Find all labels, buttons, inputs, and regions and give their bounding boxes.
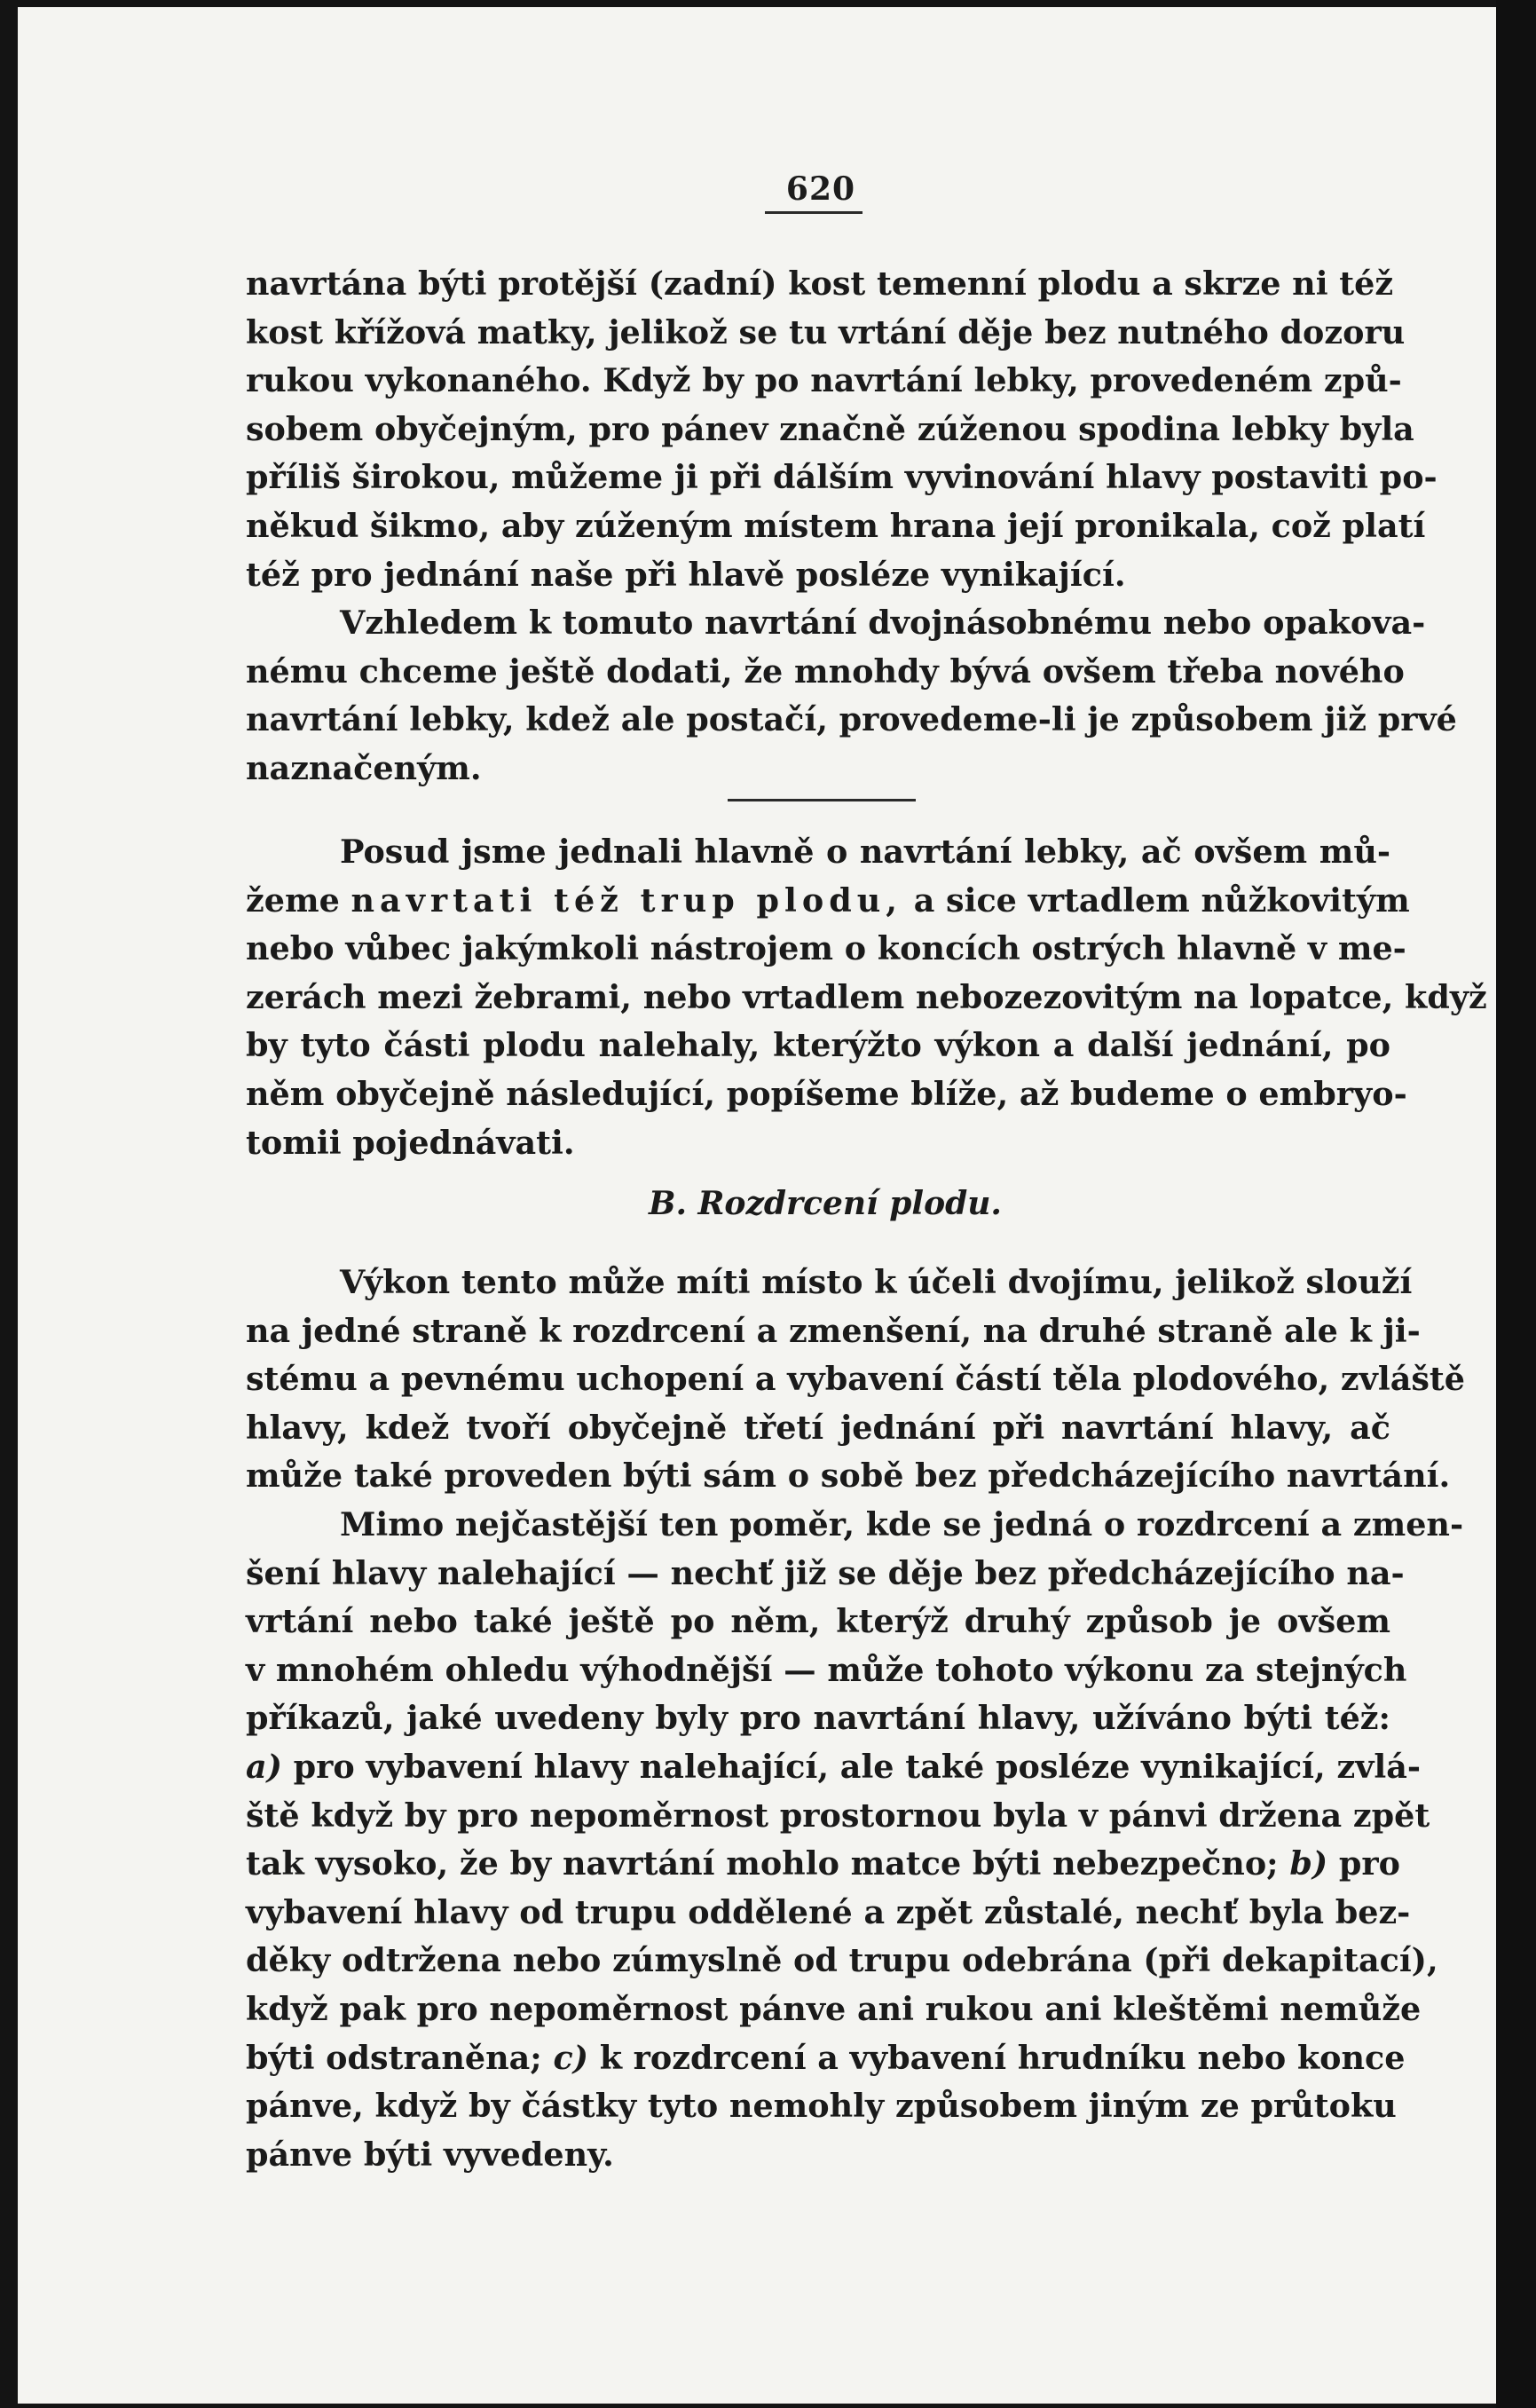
text-span: tak vysoko, že by navrtání mohlo matce býti nebezpečno; <box>246 1844 1279 1883</box>
text-line: na jedné straně k rozdrcení a zmenšení, na druhé straně ale k ji- <box>246 1311 1421 1350</box>
text-line: naznačeným. <box>246 748 482 787</box>
text-line <box>246 2034 1406 2083</box>
section-heading: B. Rozdrcení plodu. <box>649 1185 1002 1222</box>
text-line: zerách mezi žebrami, nebo vrtadlem nebozezovitým na lopatce, když <box>246 977 1487 1016</box>
text-span: pro vybavení hlavy nalehající, ale také posléze vynikající, zvlá- <box>293 1747 1422 1786</box>
paragraph-1 <box>246 260 1438 599</box>
paragraph-3 <box>246 828 1487 1167</box>
list-marker: c) <box>553 2038 588 2077</box>
text-line: též pro jednání naše při hlavě posléze vynikající. <box>246 555 1126 594</box>
text-line: šení hlavy nalehající — nechť již se děje bez předcházejícího na- <box>246 1553 1405 1592</box>
section-divider <box>728 799 916 801</box>
text-line: sobem obyčejným, pro pánev značně zúženou spodina lebky byla <box>246 409 1414 448</box>
text-line: příliš širokou, můžeme ji při dálším vyvinování hlavy postaviti po- <box>246 458 1438 497</box>
page-number: 620 <box>785 170 856 208</box>
text-line: Vzhledem k tomuto navrtání dvojnásobnému nebo opakova- <box>340 604 1426 642</box>
text-span: žeme <box>246 880 340 920</box>
text-line: rukou vykonaného. Když by po navrtání lebky, provedeném způ- <box>246 361 1402 400</box>
text-line <box>246 1840 1400 1889</box>
text-line: něm obyčejně následující, popíšeme blíže, až budeme o embryo- <box>246 1074 1407 1113</box>
text-span: k rozdrcení a vybavení hrudníku nebo konce <box>599 2038 1406 2077</box>
text-line: děky odtržena nebo zúmyslně od trupu odebrána (při dekapitací), <box>246 1941 1438 1980</box>
text-span: pro <box>1338 1844 1400 1883</box>
text-span: a sice vrtadlem nůžkovitým <box>913 880 1410 920</box>
text-line: vrtání nebo také ještě po něm, kterýž druhý způsob je ovšem <box>246 1602 1390 1641</box>
paragraph-2 <box>246 599 1457 793</box>
text-line: příkazů, jaké uvedeny byly pro navrtání hlavy, užíváno býti též: <box>246 1699 1390 1738</box>
text-line: stému a pevnému uchopení a vybavení částí těla plodového, zvláště <box>246 1360 1465 1399</box>
text-line: tomii pojednávati. <box>246 1123 575 1162</box>
text-line: Posud jsme jednali hlavně o navrtání lebky, ač ovšem mů- <box>340 833 1390 871</box>
text-line: kost křížová matky, jelikož se tu vrtání děje bez nutného dozoru <box>246 312 1406 351</box>
text-span: býti odstraněna; <box>246 2038 542 2077</box>
text-line: by tyto části plodu nalehaly, kterýžto výkon a další jednání, po <box>246 1026 1390 1065</box>
text-line: může také proveden býti sám o sobě bez předcházejícího navrtání. <box>246 1457 1451 1496</box>
emphasized-text: navrtati též trup plodu, <box>351 880 902 920</box>
text-line: navrtání lebky, kdež ale postačí, provedeme-li je způsobem již prvé <box>246 700 1457 739</box>
paragraph-4 <box>246 1259 1465 1501</box>
paragraph-5 <box>246 1501 1464 2179</box>
text-line: navrtána býti protější (zadní) kost temenní plodu a skrze ni též <box>246 264 1394 303</box>
text-line: Výkon tento může míti místo k účeli dvojímu, jelikož slouží <box>340 1263 1413 1301</box>
text-line <box>246 1743 1422 1792</box>
text-line: pánve, když by částky tyto nemohly způsobem jiným ze průtoku <box>246 2087 1397 2126</box>
text-line: nému chceme ještě dodati, že mnohdy bývá ovšem třeba nového <box>246 651 1405 691</box>
text-line: ště když by pro nepoměrnost prostornou byla v pánvi držena zpět <box>246 1796 1430 1835</box>
text-line: nebo vůbec jakýmkoli nástrojem o koncích ostrých hlavně v me- <box>246 929 1406 968</box>
text-line: v mnohém ohledu výhodnější — může tohoto výkonu za stejných <box>246 1650 1407 1689</box>
text-line: když pak pro nepoměrnost pánve ani rukou ani kleštěmi nemůže <box>246 1989 1422 2028</box>
text-line: Mimo nejčastější ten poměr, kde se jedná o rozdrcení a zmen- <box>340 1505 1464 1543</box>
list-marker: b) <box>1289 1844 1328 1883</box>
text-line: hlavy, kdež tvoří obyčejně třetí jednání při navrtání hlavy, ač <box>246 1408 1390 1447</box>
list-marker: a) <box>246 1747 282 1786</box>
scan-right-edge <box>1496 0 1536 2408</box>
text-line: pánve býti vyvedeny. <box>246 2135 614 2174</box>
page-number-underline <box>765 211 863 214</box>
text-line: vybavení hlavy od trupu oddělené a zpět zůstalé, nechť byla bez- <box>246 1892 1411 1931</box>
text-line <box>246 877 1410 926</box>
text-line: někud šikmo, aby zúženým místem hrana její pronikala, což platí <box>246 506 1426 545</box>
